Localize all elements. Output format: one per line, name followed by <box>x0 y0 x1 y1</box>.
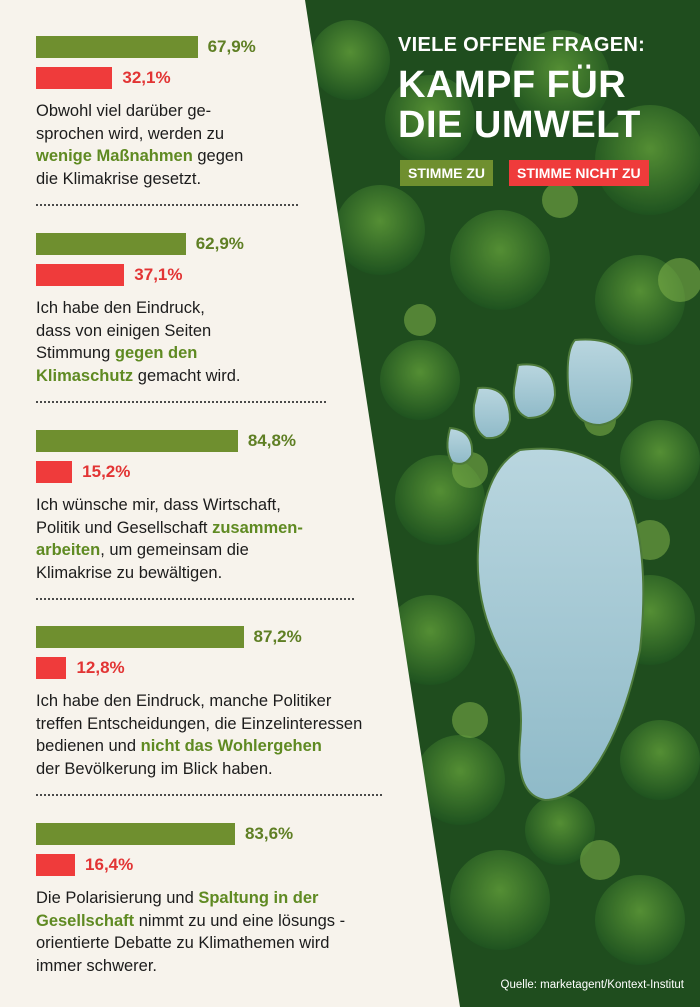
statement-highlight: wenige Maßnahmen <box>36 147 193 165</box>
separator-1 <box>36 204 298 206</box>
statement-line <box>36 758 362 781</box>
statement-text: Ich habe den Eindruck, manche Politiker <box>36 692 332 710</box>
bar-disagree-5 <box>36 854 75 876</box>
statement-text: nimmt zu und eine lösungs - <box>134 911 346 930</box>
source-note: Quelle: marketagent/Kontext-Institut <box>500 979 684 991</box>
statement-1 <box>36 100 243 190</box>
statement-text: Politik und Gesellschaft <box>36 518 213 537</box>
statement-text: gemacht wird. <box>133 366 241 385</box>
statement-line <box>36 735 362 758</box>
statement-line <box>36 713 362 736</box>
statement-text: die Klimakrise gesetzt. <box>36 169 202 188</box>
statement-text: sprochen wird, werden zu <box>36 124 225 143</box>
statement-text: der Bevölkerung im Blick haben. <box>36 759 273 778</box>
label-disagree-1: 32,1% <box>122 68 171 87</box>
label-agree-4: 87,2% <box>253 627 302 646</box>
headline-line-2: DIE UMWELT <box>398 104 641 146</box>
statement-text: immer schwerer. <box>36 956 158 975</box>
statement-highlight: Spaltung in der <box>198 889 319 907</box>
label-disagree-3: 15,2% <box>82 462 131 481</box>
statement-text: Ich wünsche mir, dass Wirtschaft, <box>36 496 281 514</box>
statement-line <box>36 145 243 168</box>
statement-highlight: zusammen- <box>212 518 303 537</box>
label-disagree-4: 12,8% <box>76 658 125 677</box>
statement-5 <box>36 887 345 977</box>
statement-text: Klimakrise zu bewältigen. <box>36 563 223 582</box>
statement-highlight: Klimaschutz <box>36 366 134 385</box>
statement-line <box>36 123 243 146</box>
statement-4 <box>36 690 362 780</box>
statement-text: dass von einigen Seiten <box>36 321 212 340</box>
statement-line <box>36 690 362 713</box>
statement-line <box>36 539 303 562</box>
bar-disagree-1 <box>36 67 112 89</box>
kicker: VIELE OFFENE FRAGEN: <box>398 34 646 56</box>
bar-agree-2 <box>36 233 186 255</box>
separator-2 <box>36 401 326 403</box>
statement-highlight: gegen den <box>114 344 198 362</box>
legend-disagree: STIMME NICHT ZU <box>509 160 649 186</box>
statement-text: Stimmung <box>36 344 115 362</box>
statement-line <box>36 320 240 343</box>
statement-text: bedienen und <box>36 737 141 755</box>
statement-text: treffen Entscheidungen, die Einzelinteressen <box>36 714 363 733</box>
label-disagree-2: 37,1% <box>134 265 183 284</box>
statement-line <box>36 100 243 123</box>
label-agree-5: 83,6% <box>244 824 294 843</box>
statement-2 <box>36 297 240 387</box>
headline <box>398 65 645 145</box>
statement-highlight: arbeiten <box>36 541 101 559</box>
bar-disagree-2 <box>36 264 124 286</box>
statement-line <box>36 342 240 365</box>
statement-line <box>36 168 243 191</box>
statement-highlight: nicht das Wohlergehen <box>140 737 322 755</box>
statement-line <box>36 887 345 910</box>
bar-disagree-3 <box>36 461 72 483</box>
statement-text: orientierte Debatte zu Klimathemen wird <box>36 934 330 952</box>
statement-text: Ich habe den Eindruck, <box>36 299 205 317</box>
bar-agree-1 <box>36 36 198 58</box>
statement-line <box>36 297 240 320</box>
bar-agree-3 <box>36 430 238 452</box>
statement-text: Obwohl viel darüber ge- <box>36 102 212 120</box>
statement-highlight: Gesellschaft <box>36 911 135 930</box>
statement-line <box>36 365 240 388</box>
bar-agree-4 <box>36 626 244 648</box>
legend-agree: STIMME ZU <box>400 160 493 186</box>
statement-text: Die Polarisierung und <box>36 889 199 907</box>
bar-disagree-4 <box>36 657 66 679</box>
label-agree-3: 84,8% <box>247 431 297 450</box>
separator-3 <box>36 598 354 600</box>
bar-agree-5 <box>36 823 235 845</box>
separator-4 <box>36 794 382 796</box>
statement-line <box>36 562 303 585</box>
label-agree-2: 62,9% <box>195 234 244 253</box>
headline-line-1: KAMPF FÜR <box>398 64 627 106</box>
statement-line <box>36 932 345 955</box>
statement-line <box>36 955 345 978</box>
statement-line <box>36 910 345 933</box>
label-disagree-5: 16,4% <box>85 855 134 874</box>
statement-text: , um gemeinsam die <box>100 541 249 559</box>
header <box>398 34 645 145</box>
statement-line <box>36 517 303 540</box>
statement-line <box>36 494 303 517</box>
statement-text: gegen <box>192 147 244 165</box>
label-agree-1: 67,9% <box>207 37 256 56</box>
statement-3 <box>36 494 303 584</box>
